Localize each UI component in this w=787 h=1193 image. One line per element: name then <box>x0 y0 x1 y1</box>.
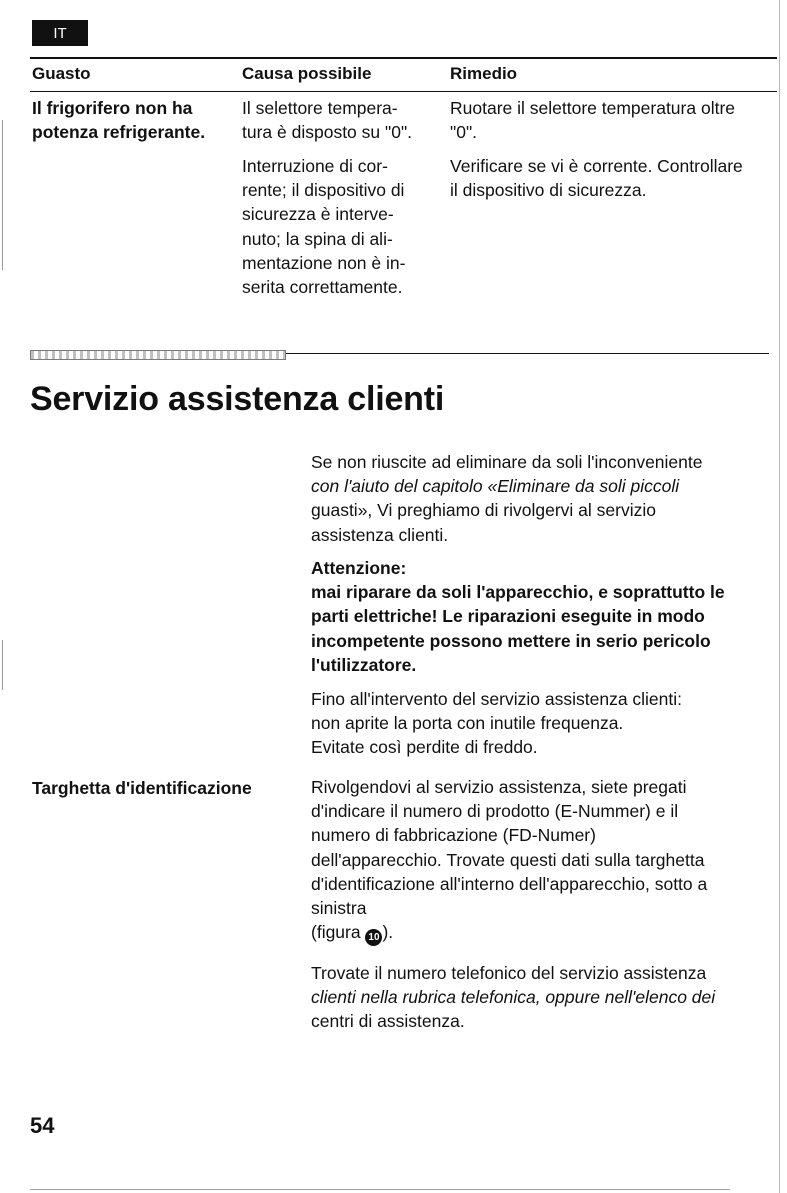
cause-cell-2 <box>242 154 447 299</box>
cause-line: mentazione non è in- <box>242 252 406 273</box>
nameplate-line: d'indicare il numero di prodotto (E-Nummer) e il <box>311 801 679 822</box>
intro-line-italic: con l'aiuto del capitolo «Eliminare da soli piccoli <box>311 476 680 497</box>
scan-edge-line <box>2 120 3 270</box>
cause-line: sicurezza è interve- <box>242 204 394 225</box>
nameplate-line: sinistra <box>311 898 367 919</box>
scan-edge-line <box>2 640 3 690</box>
figure-number-icon: 10 <box>365 929 382 946</box>
cause-line: Interruzione di cor- <box>242 156 388 176</box>
fault-line: potenza refrigerante. <box>32 122 206 143</box>
table-header-rule <box>30 91 777 92</box>
intro-line: assistenza clienti. <box>311 524 449 545</box>
figure-reference <box>311 920 771 946</box>
nameplate-paragraph <box>311 775 771 946</box>
cause-line: serita correttamente. <box>242 277 403 298</box>
intro-paragraph <box>311 450 771 547</box>
section-title: Servizio assistenza clienti <box>30 380 445 418</box>
waiting-line: Fino all'intervento del servizio assistenza clienti: <box>311 689 683 709</box>
warning-line: l'utilizzatore. <box>311 654 417 675</box>
cause-line: rente; il dispositivo di <box>242 180 405 201</box>
intro-line: Se non riuscite ad eliminare da soli l'inconveniente <box>311 452 703 472</box>
nameplate-line: d'identificazione all'interno dell'apparecchio, sotto a <box>311 873 708 894</box>
fault-line: Il frigorifero non ha <box>32 98 193 118</box>
scan-edge-line <box>30 1189 730 1190</box>
waiting-line: Evitate così perdite di freddo. <box>311 737 538 758</box>
figure-suffix: ). <box>382 922 394 943</box>
section-rule <box>286 353 769 354</box>
page-number: 54 <box>30 1113 55 1138</box>
intro-line: guasti», Vi preghiamo di rivolgervi al servizio <box>311 500 656 521</box>
remedy-cell-2 <box>450 154 775 202</box>
phone-line-italic: clienti nella rubrica telefonica, oppure nell'elenco dei <box>311 987 716 1008</box>
language-badge: IT <box>32 20 88 46</box>
table-top-rule <box>30 57 777 59</box>
phone-paragraph <box>311 961 771 1034</box>
phone-line: Trovate il numero telefonico del servizio assistenza <box>311 963 707 983</box>
section-marker-bar <box>30 350 286 360</box>
remedy-line: Verificare se vi è corrente. Controllare <box>450 156 743 176</box>
phone-line: centri di assistenza. <box>311 1011 465 1032</box>
figure-prefix: (figura <box>311 922 366 943</box>
cause-cell-1 <box>242 96 447 144</box>
remedy-cell-1 <box>450 96 775 144</box>
warning-line: incompetente possono mettere in serio pericolo <box>311 630 711 651</box>
nameplate-line: Rivolgendovi al servizio assistenza, siete pregati <box>311 777 687 797</box>
warning-line: parti elettriche! Le riparazioni eseguite in modo <box>311 606 705 627</box>
remedy-line: Ruotare il selettore temperatura oltre <box>450 98 735 118</box>
waiting-line: non aprite la porta con inutile frequenza. <box>311 713 624 734</box>
cause-line: nuto; la spina di ali- <box>242 228 393 249</box>
waiting-paragraph <box>311 687 771 760</box>
nameplate-heading: Targhetta d'identificazione <box>32 778 252 798</box>
header-fault: Guasto <box>32 64 91 83</box>
warning-title: Attenzione: <box>311 558 407 578</box>
fault-cell <box>32 96 237 144</box>
warning-block <box>311 556 771 677</box>
header-cause: Causa possibile <box>242 64 372 83</box>
remedy-line: il dispositivo di sicurezza. <box>450 180 647 201</box>
remedy-line: "0". <box>450 122 478 143</box>
scan-edge-line <box>779 0 780 1193</box>
nameplate-line: dell'apparecchio. Trovate questi dati sulla targhetta <box>311 849 705 870</box>
header-remedy: Rimedio <box>450 64 518 83</box>
cause-line: Il selettore tempera- <box>242 98 398 118</box>
warning-line: mai riparare da soli l'apparecchio, e soprattutto le <box>311 582 725 603</box>
nameplate-line: numero di fabbricazione (FD-Numer) <box>311 825 596 846</box>
cause-line: tura è disposto su "0". <box>242 122 413 143</box>
